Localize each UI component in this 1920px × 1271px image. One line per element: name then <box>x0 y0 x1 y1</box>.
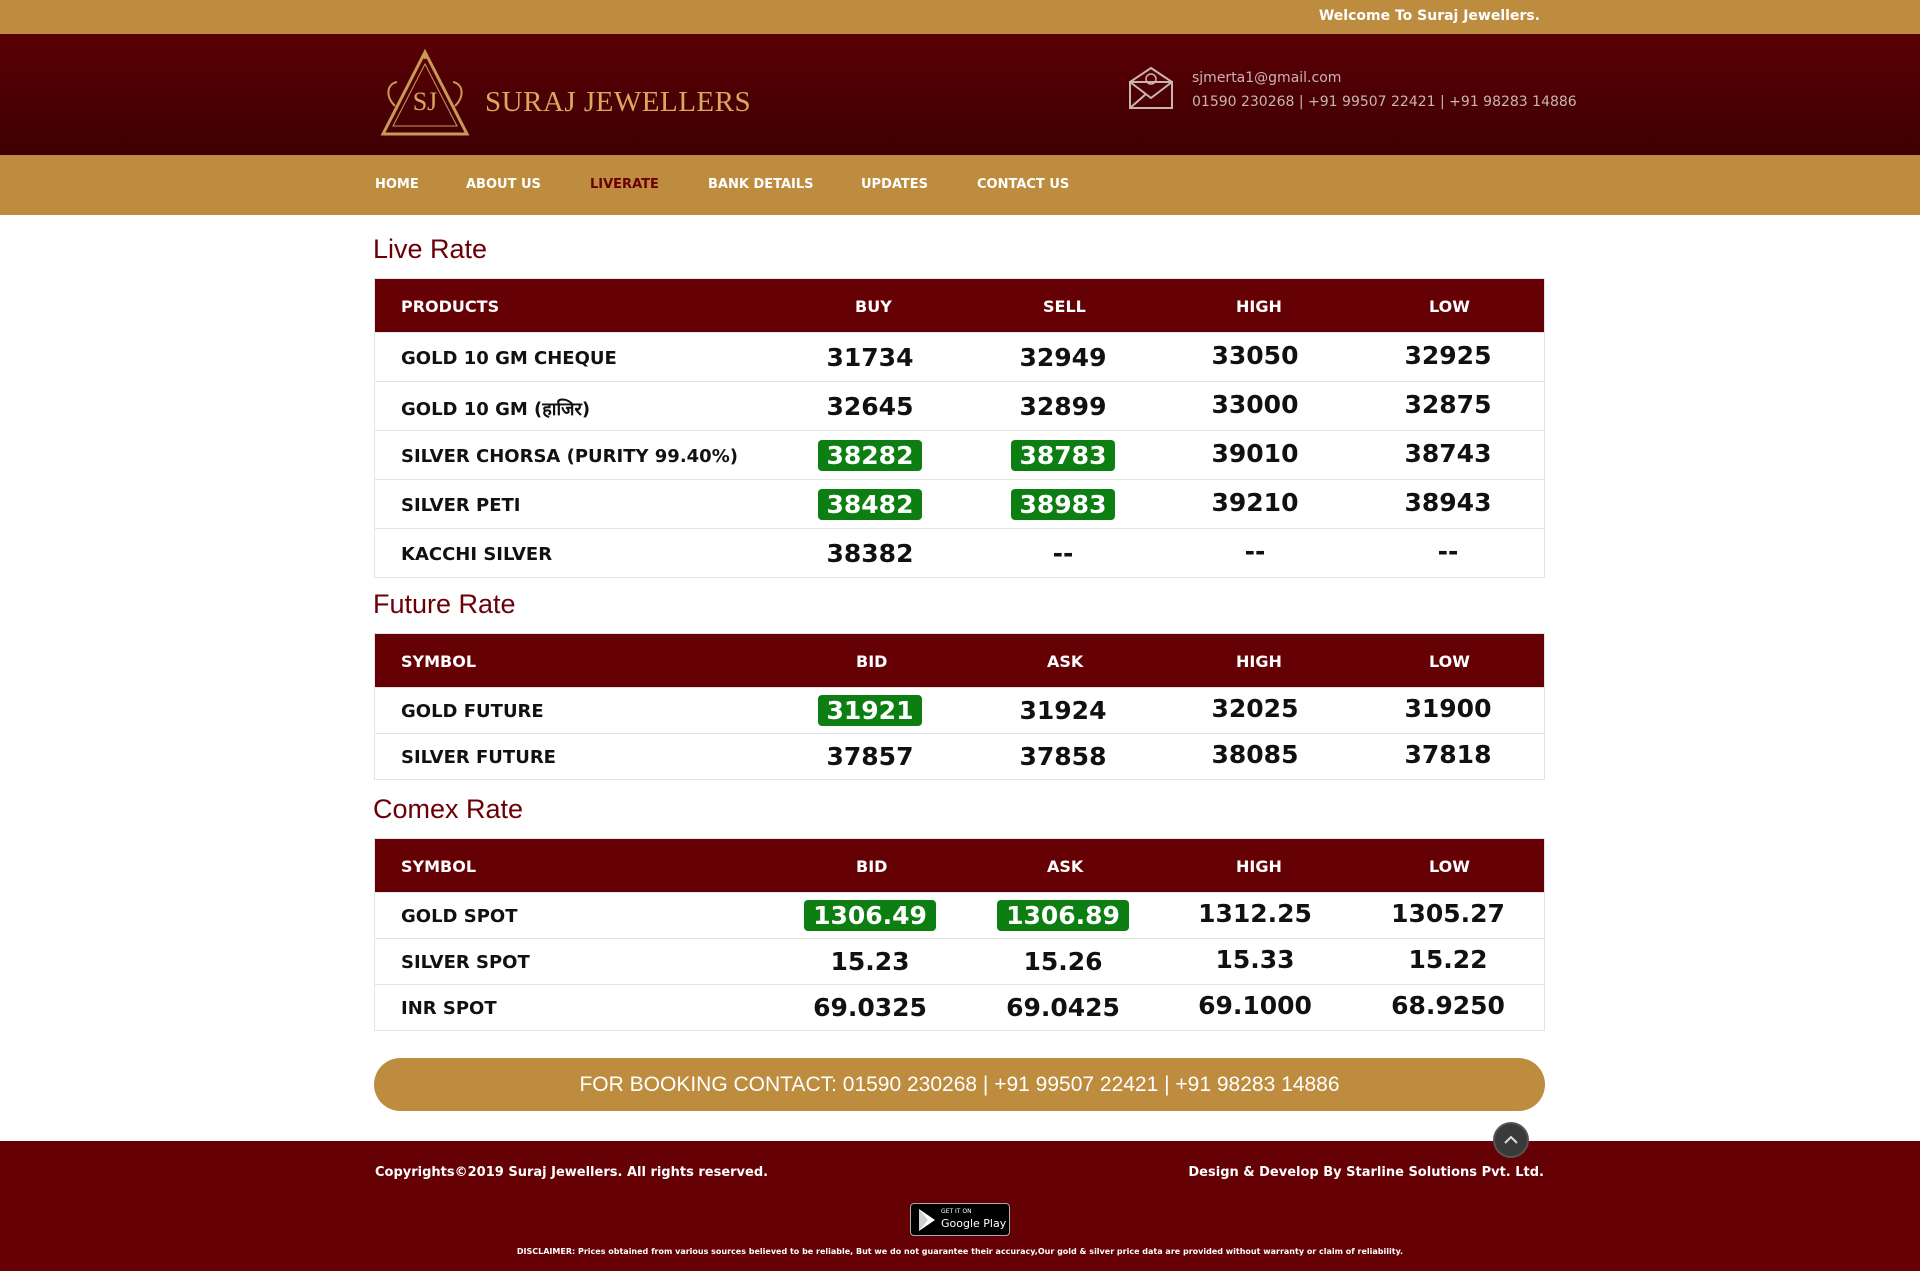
sell-value: 32949 <box>1019 343 1107 372</box>
future-rate-title: Future Rate <box>373 589 516 619</box>
sell-value-highlight: 38783 <box>1011 440 1116 471</box>
column-header: BID <box>856 652 888 671</box>
table-row <box>375 479 1544 528</box>
designer-credit[interactable]: Design & Develop By Starline Solutions Pvt. Ltd. <box>1188 1165 1544 1180</box>
booking-contact-banner: FOR BOOKING CONTACT: 01590 230268 | +91 99507 22421 | +91 98283 14886 <box>374 1058 1545 1111</box>
low-value: 1305.27 <box>1391 899 1505 928</box>
brand-name[interactable]: SURAJ JEWELLERS <box>485 86 752 118</box>
buy-value-highlight: 38282 <box>818 440 923 471</box>
symbol-name: INR SPOT <box>401 998 497 1019</box>
live-rate-table <box>374 278 1545 578</box>
logo-text: SJ <box>412 87 438 116</box>
buy-value <box>790 490 950 519</box>
google-play-text: Google Play <box>941 1217 1007 1230</box>
bid-value: 15.23 <box>830 947 910 976</box>
welcome-text: Welcome To Suraj Jewellers. <box>1318 8 1540 24</box>
table-row <box>375 938 1544 984</box>
high-value: -- <box>1244 537 1266 566</box>
sell-value <box>983 441 1143 470</box>
buy-value: 32645 <box>826 392 914 421</box>
mail-icon <box>1128 66 1174 112</box>
bid-value: 69.0325 <box>813 993 927 1022</box>
ask-value-highlight: 1306.89 <box>997 900 1129 931</box>
column-header: LOW <box>1429 857 1470 876</box>
low-value: 31900 <box>1404 694 1492 723</box>
column-header: ASK <box>1047 857 1084 876</box>
bid-value: 37857 <box>826 742 914 771</box>
ask-value: 31924 <box>1019 696 1107 725</box>
table-header <box>375 634 1544 687</box>
disclaimer-text: DISCLAIMER: Prices obtained from various sources believed to be reliable, But we do not guarantee their accuracy,Our gold & silver price data are provided without warranty or claim of reliability. <box>516 1247 1404 1256</box>
symbol-name: GOLD FUTURE <box>401 701 544 722</box>
high-value: 69.1000 <box>1198 991 1312 1020</box>
buy-value: 31734 <box>826 343 914 372</box>
product-name: GOLD 10 GM (हाजिर) <box>401 399 591 420</box>
column-header: PRODUCTS <box>401 297 500 316</box>
comex-rate-table <box>374 838 1545 1031</box>
low-value: 37818 <box>1404 740 1492 769</box>
future-rate-table <box>374 633 1545 780</box>
table-row <box>375 381 1544 430</box>
table-row <box>375 892 1544 938</box>
sell-value: -- <box>1052 539 1074 568</box>
column-header: HIGH <box>1236 652 1282 671</box>
column-header: BUY <box>855 297 892 316</box>
live-rate-title: Live Rate <box>373 234 488 264</box>
bid-value-highlight: 31921 <box>818 695 923 726</box>
column-header: SYMBOL <box>401 652 477 671</box>
ask-value: 15.26 <box>1023 947 1103 976</box>
table-row <box>375 332 1544 381</box>
google-play-badge[interactable] <box>910 1203 1010 1236</box>
product-name: GOLD 10 GM CHEQUE <box>401 348 617 369</box>
table-row <box>375 430 1544 479</box>
main-nav <box>0 155 1920 215</box>
product-name: KACCHI SILVER <box>401 544 553 565</box>
high-value: 32025 <box>1211 694 1299 723</box>
ask-value <box>983 901 1143 930</box>
high-value: 33000 <box>1211 390 1299 419</box>
google-play-icon <box>917 1208 939 1232</box>
low-value: 68.9250 <box>1391 991 1505 1020</box>
sell-value: 32899 <box>1019 392 1107 421</box>
nav-updates[interactable]: UPDATES <box>861 177 929 192</box>
buy-value: 38382 <box>826 539 914 568</box>
nav-contact-us[interactable]: CONTACT US <box>977 177 1070 192</box>
column-header: LOW <box>1429 297 1470 316</box>
ask-value: 37858 <box>1019 742 1107 771</box>
high-value: 15.33 <box>1215 945 1295 974</box>
copyright-text: Copyrights©2019 Suraj Jewellers. All rights reserved. <box>375 1165 769 1180</box>
low-value: 38743 <box>1404 439 1492 468</box>
nav-about-us[interactable]: ABOUT US <box>466 177 541 192</box>
column-header: SELL <box>1043 297 1086 316</box>
low-value: 32875 <box>1404 390 1492 419</box>
high-value: 33050 <box>1211 341 1299 370</box>
bid-value-highlight: 1306.49 <box>804 900 936 931</box>
table-row <box>375 733 1544 779</box>
table-header <box>375 279 1544 332</box>
symbol-name: SILVER FUTURE <box>401 747 556 768</box>
symbol-name: SILVER SPOT <box>401 952 530 973</box>
low-value: 15.22 <box>1408 945 1488 974</box>
logo-emblem-icon[interactable] <box>375 46 475 146</box>
contact-email[interactable]: sjmerta1@gmail.com <box>1192 70 1342 86</box>
scroll-to-top-button[interactable] <box>1493 1122 1529 1158</box>
column-header: SYMBOL <box>401 857 477 876</box>
high-value: 38085 <box>1211 740 1299 769</box>
chevron-up-icon <box>1495 1124 1527 1156</box>
high-value: 39010 <box>1211 439 1299 468</box>
table-header <box>375 839 1544 892</box>
column-header: LOW <box>1429 652 1470 671</box>
site-footer <box>0 1141 1920 1271</box>
bid-value <box>790 696 950 725</box>
top-bar <box>0 0 1920 34</box>
column-header: ASK <box>1047 652 1084 671</box>
google-play-small-text: GET IT ON <box>941 1208 972 1215</box>
column-header: HIGH <box>1236 297 1282 316</box>
bid-value <box>790 901 950 930</box>
buy-value-highlight: 38482 <box>818 489 923 520</box>
table-row <box>375 687 1544 733</box>
symbol-name: GOLD SPOT <box>401 906 518 927</box>
sell-value <box>983 490 1143 519</box>
ask-value: 69.0425 <box>1006 993 1120 1022</box>
high-value: 39210 <box>1211 488 1299 517</box>
high-value: 1312.25 <box>1198 899 1312 928</box>
site-header <box>0 34 1920 155</box>
low-value: -- <box>1437 537 1459 566</box>
column-header: HIGH <box>1236 857 1282 876</box>
sell-value-highlight: 38983 <box>1011 489 1116 520</box>
product-name: SILVER CHORSA (PURITY 99.40%) <box>401 446 738 467</box>
nav-home[interactable]: HOME <box>375 177 419 192</box>
product-name: SILVER PETI <box>401 495 521 516</box>
low-value: 32925 <box>1404 341 1492 370</box>
table-row <box>375 528 1544 577</box>
contact-phones: 01590 230268 | +91 99507 22421 | +91 98283 14886 <box>1192 94 1577 110</box>
low-value: 38943 <box>1404 488 1492 517</box>
nav-liverate[interactable]: LIVERATE <box>590 177 659 192</box>
comex-rate-title: Comex Rate <box>373 794 524 824</box>
table-row <box>375 984 1544 1030</box>
nav-bank-details[interactable]: BANK DETAILS <box>708 177 814 192</box>
buy-value <box>790 441 950 470</box>
column-header: BID <box>856 857 888 876</box>
